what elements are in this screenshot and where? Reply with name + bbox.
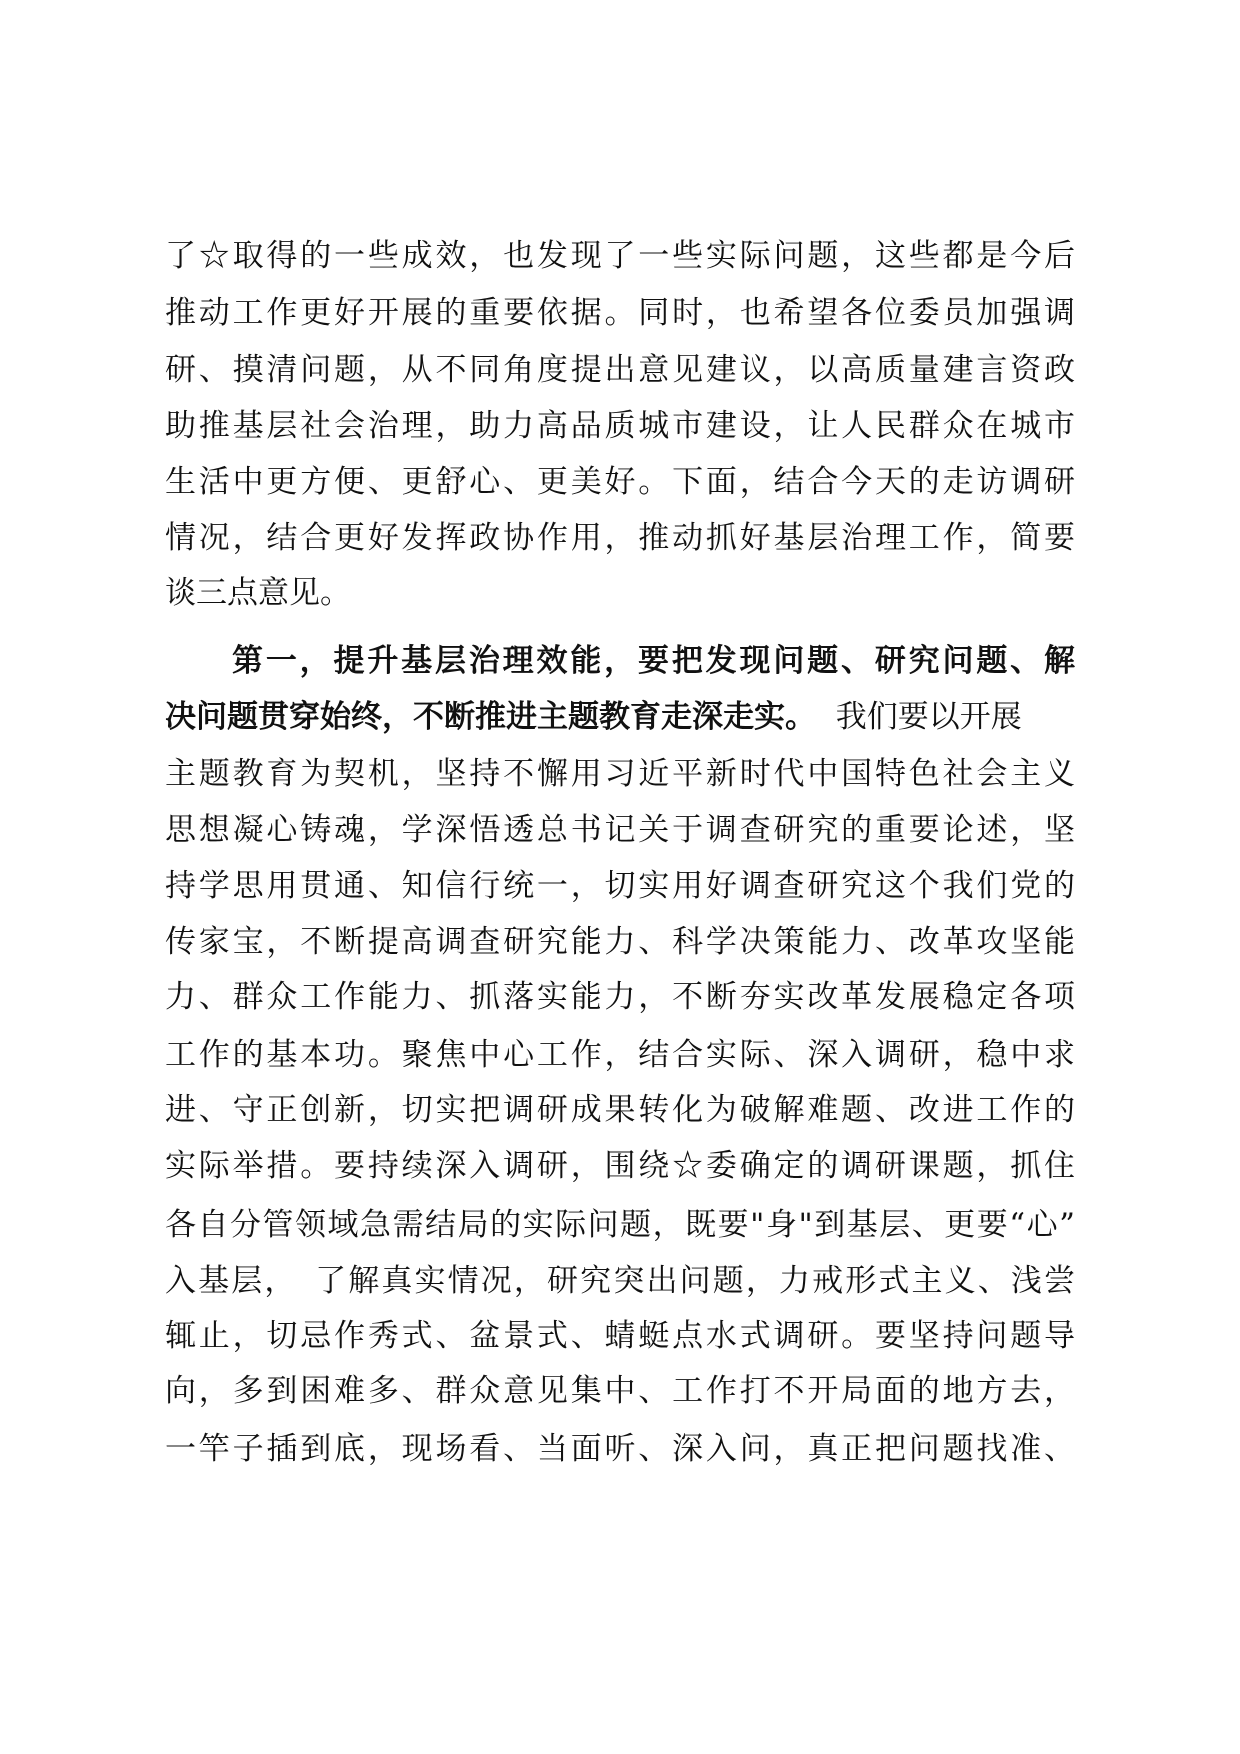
paragraph-line: 工作的基本功。聚焦中心工作，结合实际、深入调研，稳中求 — [165, 1037, 1075, 1073]
paragraph-line: 助推基层社会治理，助力高品质城市建设，让人民群众在城市 — [165, 408, 1075, 444]
paragraph-line: 实际举措。要持续深入调研，围绕☆委确定的调研课题，抓住 — [165, 1148, 1075, 1184]
paragraph-line: 持学思用贯通、知信行统一，切实用好调查研究这个我们党的 — [165, 868, 1075, 904]
section-heading-text: 决问题贯穿始终，不断推进主题教育走深走实。 — [165, 699, 816, 735]
paragraph-line: 各自分管领域急需结局的实际问题，既要"身"到基层、更要“心” — [165, 1207, 1075, 1243]
paragraph-text: 我们要以开展 — [816, 699, 1022, 735]
paragraph-line: 入基层， 了解真实情况，研究突出问题，力戒形式主义、浅尝 — [165, 1263, 1075, 1299]
section-heading-line: 第一，提升基层治理效能，要把发现问题、研究问题、解 — [232, 643, 1075, 679]
paragraph-line: 向，多到困难多、群众意见集中、工作打不开局面的地方去， — [165, 1373, 1075, 1409]
paragraph-line: 推动工作更好开展的重要依据。同时，也希望各位委员加强调 — [165, 295, 1075, 331]
paragraph-line: 生活中更方便、更舒心、更美好。下面，结合今天的走访调研 — [165, 464, 1075, 500]
paragraph-line: 主题教育为契机，坚持不懈用习近平新时代中国特色社会主义 — [165, 756, 1075, 792]
paragraph-line: 谈三点意见。 — [165, 575, 351, 611]
section-heading-line-2 — [165, 697, 1075, 737]
paragraph-line: 思想凝心铸魂，学深悟透总书记关于调查研究的重要论述，坚 — [165, 812, 1075, 848]
paragraph-line: 研、摸清问题，从不同角度提出意见建议，以高质量建言资政 — [165, 352, 1075, 388]
paragraph-line: 了☆取得的一些成效，也发现了一些实际问题，这些都是今后 — [165, 238, 1075, 274]
paragraph-line: 情况，结合更好发挥政协作用，推动抓好基层治理工作，简要 — [165, 520, 1075, 556]
paragraph-line: 一竿子插到底，现场看、当面听、深入问，真正把问题找准、 — [165, 1431, 1075, 1467]
paragraph-line: 力、群众工作能力、抓落实能力，不断夯实改革发展稳定各项 — [165, 979, 1075, 1015]
paragraph-line: 传家宝，不断提高调查研究能力、科学决策能力、改革攻坚能 — [165, 924, 1075, 960]
paragraph-line: 辄止，切忌作秀式、盆景式、蜻蜓点水式调研。要坚持问题导 — [165, 1318, 1075, 1354]
paragraph-line: 进、守正创新，切实把调研成果转化为破解难题、改进工作的 — [165, 1092, 1075, 1128]
